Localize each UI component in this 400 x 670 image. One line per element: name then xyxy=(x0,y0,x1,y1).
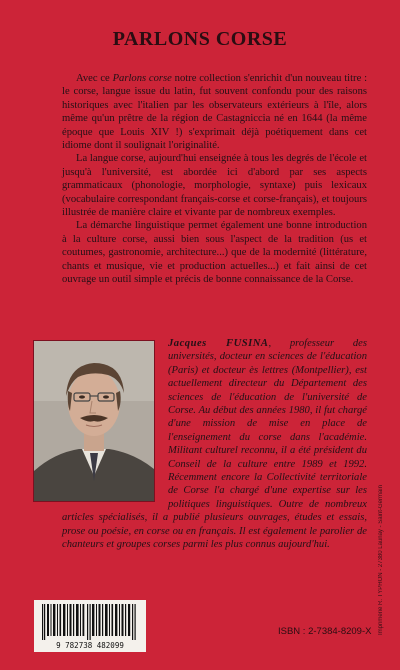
intro-text xyxy=(62,72,367,287)
intro-paragraph-3: La démarche linguistique permet également une bonne introduction à la culture corse, aussi bien sous l'aspect de la tradition (us et coutumes, gastronomie, architecture...) que de la modernité (littérature, chants et musique, vie et production actuelles...) et fait ainsi de cet ouvrage un outil simple et précis de bonne connaissance de la Corse. xyxy=(62,220,367,286)
barcode-bars-icon xyxy=(40,604,140,640)
intro-paragraph-2: La langue corse, aujourd'hui enseignée à tous les degrés de l'école et jusqu'à l'université, est abordée ici d'abord par ses aspects grammaticaux (phonologie, morphologie, syntaxe) puis lexicaux (vocabulaire correspondant français-corse et corse-français), et toujours illustrée de manière claire et vivante par de nombreux exemples. xyxy=(62,153,367,219)
photo-spacer xyxy=(62,337,162,501)
barcode-number: 9 782738 482099 xyxy=(56,641,124,650)
author-bio xyxy=(62,337,367,552)
author-name: Jacques FUSINA xyxy=(168,338,269,349)
intro-paragraph-1 xyxy=(62,72,367,152)
intro-p1-rest: notre collection s'enrichit d'un nouveau titre : le corse, langue issue du latin, fut souvent confondu pour des raisons historiques avec l'italien par les observateurs extérieurs à l'île, alors même qu'un prêtre de la région de Castagniccia né en 1644 (la même époque que Louis XIV !) s'exprimait déjà poétiquement dans cet idiome dont il soulignait l'originalité. xyxy=(62,73,368,152)
printer-credit: Imprimerie R. TYPHON - 27380 Launay - Saint-Germain xyxy=(378,485,384,635)
barcode xyxy=(34,600,146,652)
intro-p1-book-name: Parlons corse xyxy=(112,73,172,84)
intro-p1-start: Avec ce xyxy=(76,73,113,84)
isbn-label: ISBN : 2-7384-8209-X xyxy=(278,626,372,637)
book-title: PARLONS CORSE xyxy=(112,28,288,50)
author-bio-text: , professeur des universités, docteur en sciences de l'éducation (Paris) et docteur ès lettres (Montpellier), est actuellement directeur du Département des sciences de l'éducation de l'université de Corse. Au début des années 1980, il fut chargé d'une mission de mise en place de l'enseignement du corse dans l'académie. Militant culturel reconnu, il a été président du Conseil de la culture entre 1989 et 1992. Récemment encore la Collectivité territoriale de Corse l'a chargé d'une expertise sur les politiques linguistiques. Outre de nombreux articles spécialisés, il a publié plusieurs ouvrages, études et essais, prose ou poésie, en corse ou en français. Il est également le parolier de chanteurs et groupes corses parmi les plus connus aujourd'hui. xyxy=(62,338,367,551)
